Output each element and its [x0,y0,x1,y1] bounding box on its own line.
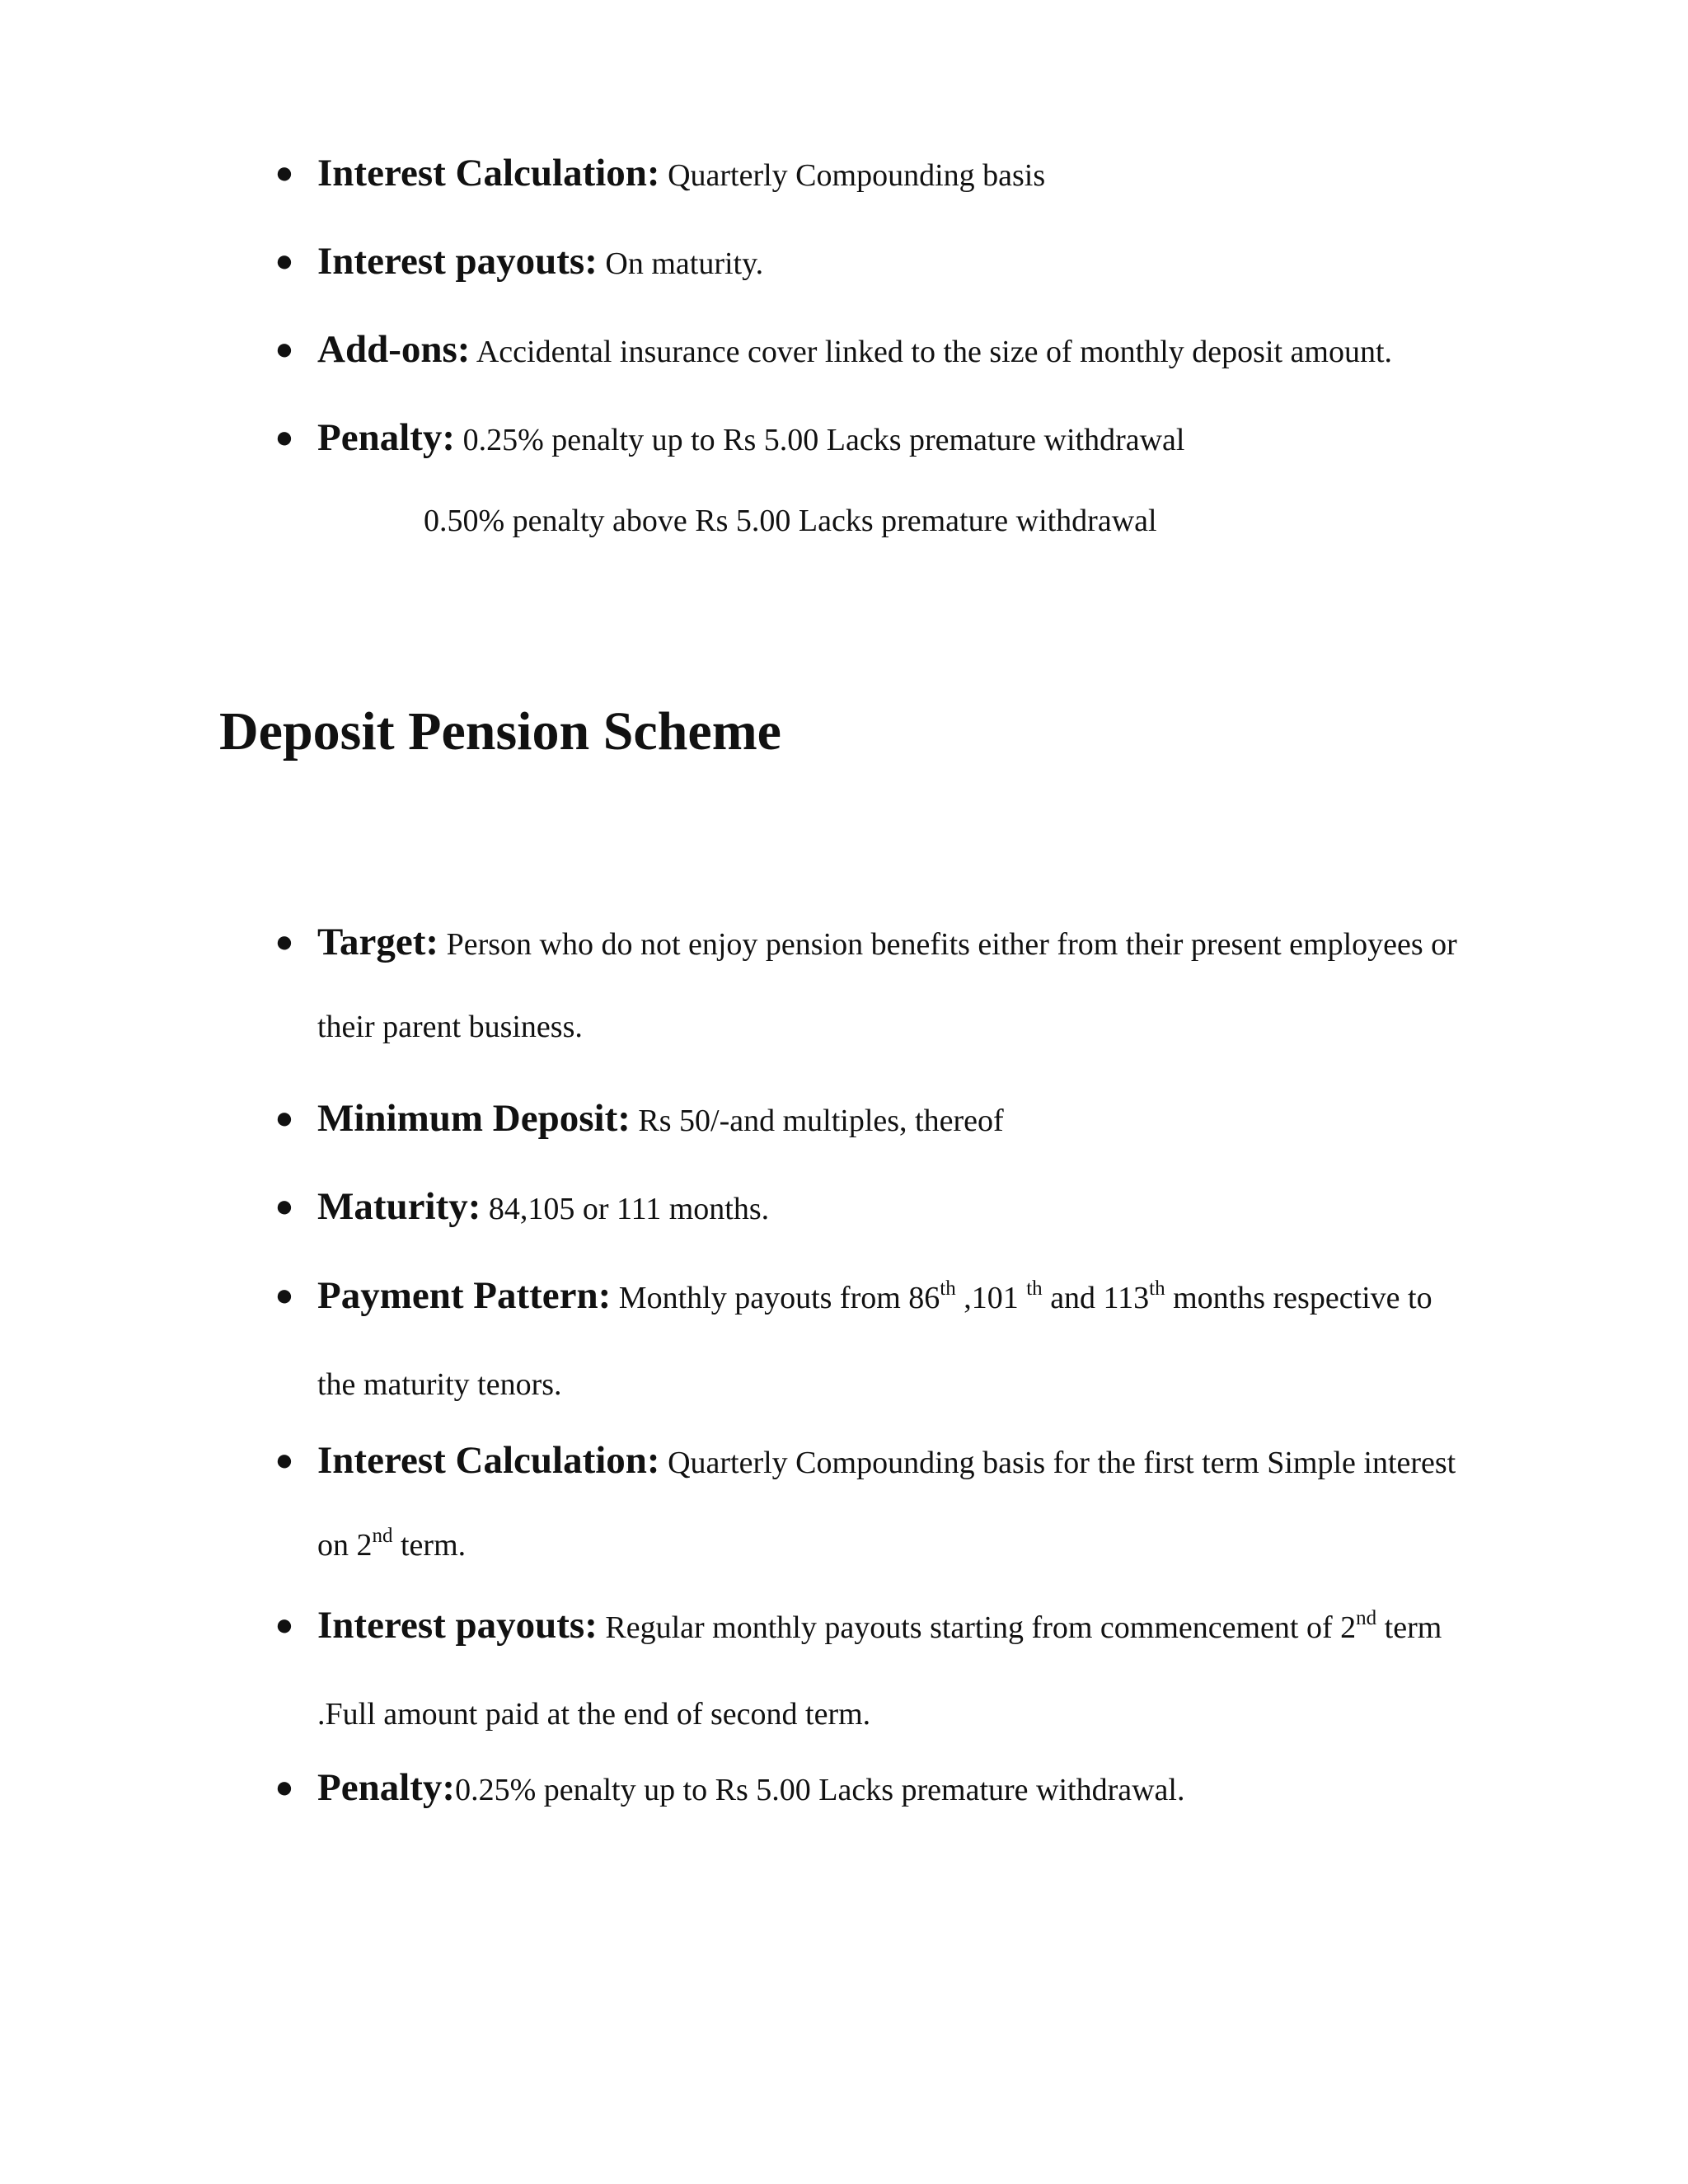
bullet-icon: ● [274,1770,294,1805]
item-text: Regular monthly payouts starting from commencement of 2 [597,1610,1357,1645]
item-text-continuation: the maturity tenors. [317,1367,562,1402]
item-text: on 2 [317,1528,373,1563]
item-label: Maturity: [317,1185,481,1228]
item-label: Interest payouts: [317,240,598,283]
item-text: 0.25% penalty up to Rs 5.00 Lacks premature withdrawal. [455,1773,1185,1807]
item-text: Rs 50/-and multiples, thereof [630,1104,1004,1138]
item-text: Quarterly Compounding basis for the first term Simple interest [659,1446,1456,1480]
penalty-continuation: 0.50% penalty above Rs 5.00 Lacks premature withdrawal [424,504,1157,538]
section-heading: Deposit Pension Scheme [219,701,781,762]
ordinal-superscript: th [1149,1277,1165,1300]
item-text: Accidental insurance cover linked to the size of monthly deposit amount. [470,335,1393,369]
list-item-payment-pattern [274,1254,1570,1426]
item-label: Interest payouts: [317,1604,598,1647]
list-item-penalty-scheme [274,1746,1570,1831]
ordinal-superscript: th [1026,1277,1043,1300]
item-label: Penalty: [317,416,456,459]
item-text: Person who do not enjoy pension benefits either from their present employees or [438,927,1457,962]
list-item-interest-payouts-scheme [274,1584,1570,1755]
list-item-target [274,901,1570,1068]
item-text: Monthly payouts from 86 [611,1281,940,1315]
list-item-maturity [274,1165,1570,1250]
list-item-interest-calculation-scheme [274,1419,1570,1591]
item-text-continuation: their parent business. [317,1010,583,1044]
bullet-icon: ● [274,244,294,279]
bullet-icon: ● [274,1101,294,1136]
list-item-interest-payouts [274,220,1570,305]
list-item-penalty [274,396,1570,481]
ordinal-superscript: th [940,1277,956,1300]
item-text: months respective to [1165,1281,1432,1315]
item-label: Penalty: [317,1766,456,1809]
item-text: 84,105 or 111 months. [481,1192,770,1226]
item-label: Interest Calculation: [317,152,660,194]
bullet-icon: ● [274,1189,294,1224]
item-text: Quarterly Compounding basis [659,158,1046,193]
item-text-continuation [317,1504,1570,1591]
bullet-icon: ● [274,1608,294,1643]
item-text: and 113 [1042,1281,1150,1315]
ordinal-superscript: nd [1356,1607,1377,1629]
bullet-icon: ● [274,156,294,190]
list-item-minimum-deposit [274,1077,1570,1162]
bullet-icon: ● [274,1278,294,1313]
bullet-icon: ● [274,332,294,367]
item-label: Target: [317,921,439,963]
item-text: term [1376,1610,1442,1645]
item-label: Minimum Deposit: [317,1097,631,1140]
item-text: term. [392,1528,467,1563]
item-text: ,101 [955,1281,1027,1315]
item-text: 0.25% penalty up to Rs 5.00 Lacks premature withdrawal [455,423,1185,457]
item-label: Add-ons: [317,328,471,371]
list-item-interest-calculation [274,132,1570,217]
item-text-continuation: .Full amount paid at the end of second term. [317,1697,871,1732]
item-label: Interest Calculation: [317,1439,660,1482]
ordinal-superscript: nd [372,1525,393,1547]
list-item-addons [274,308,1570,393]
bullet-icon: ● [274,420,294,455]
item-text: On maturity. [597,246,764,281]
item-label: Payment Pattern: [317,1274,612,1317]
bullet-icon: ● [274,1443,294,1478]
bullet-icon: ● [274,925,294,959]
